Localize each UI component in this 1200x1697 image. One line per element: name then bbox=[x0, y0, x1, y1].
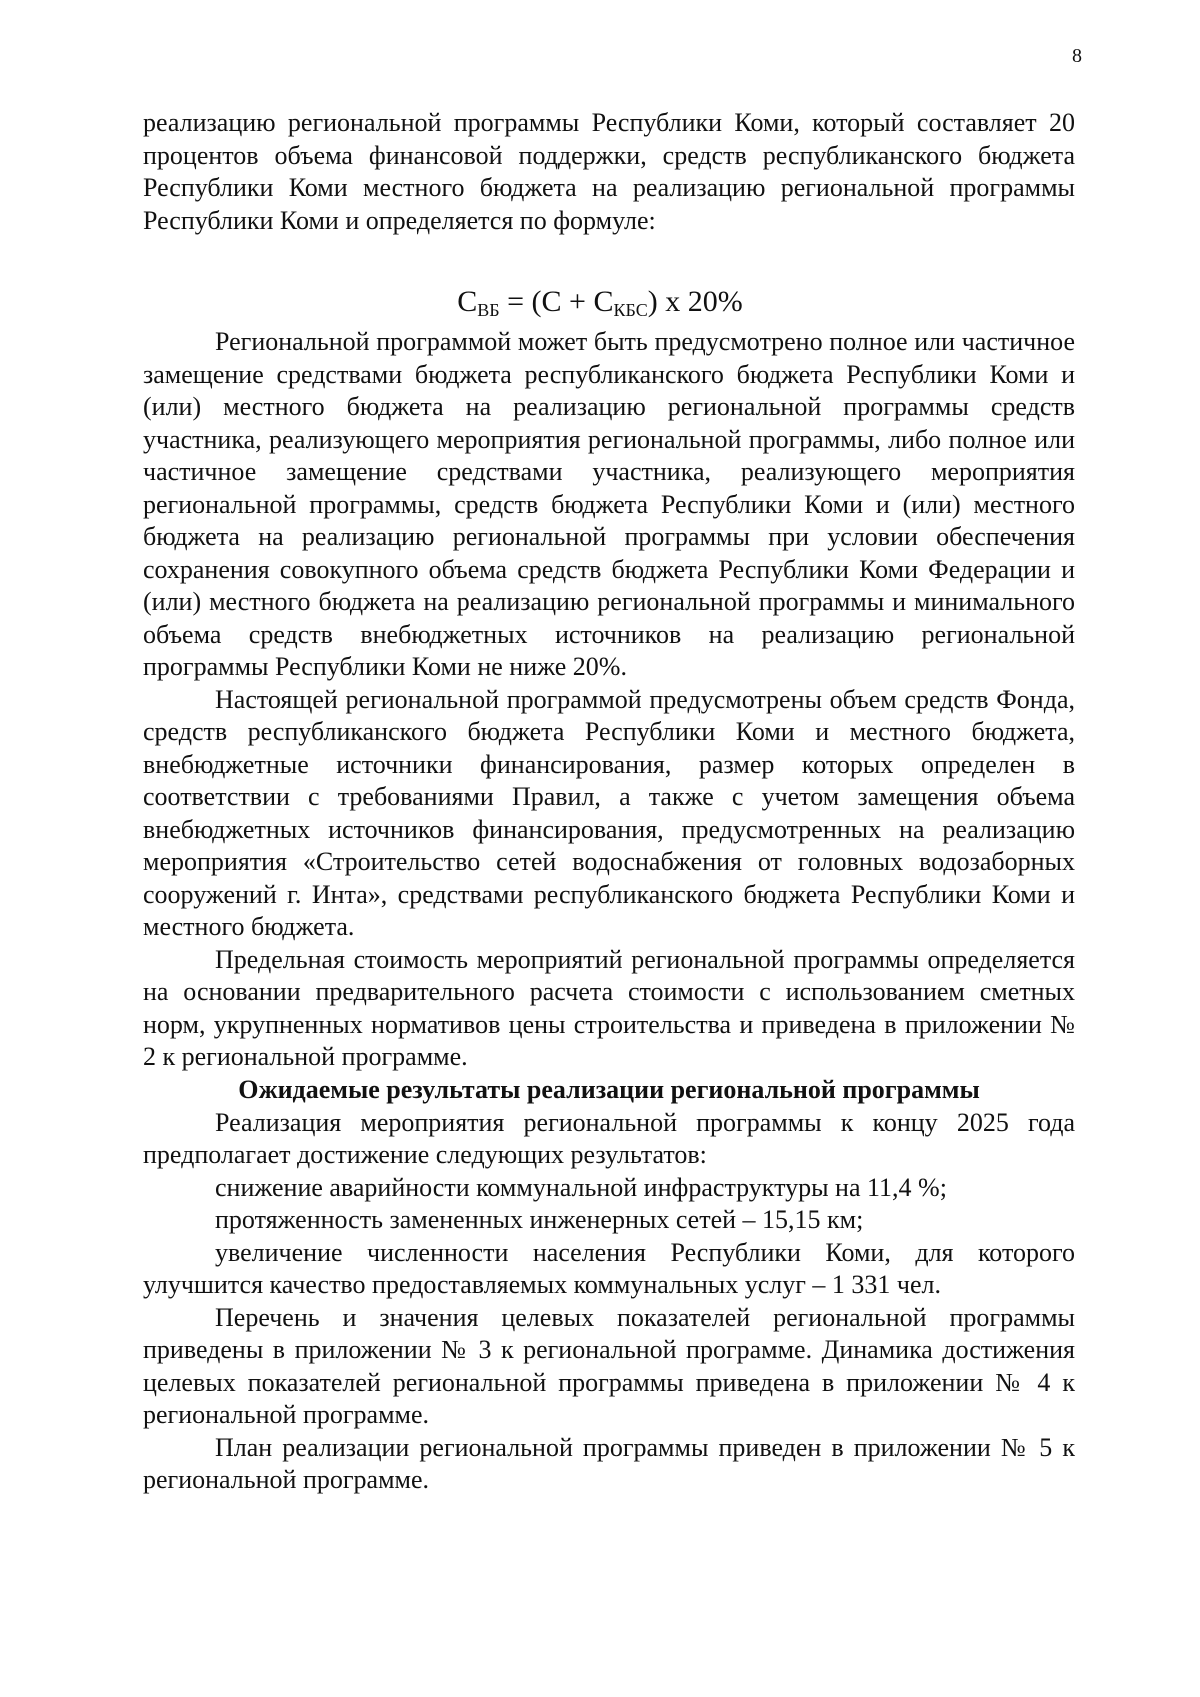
formula-lhs-subscript: ВБ bbox=[477, 300, 500, 320]
paragraph-substitution: Региональной программой может быть предусмотрено полное или частичное замещение средствами бюджета республиканского бюджета Республики Коми и (или) местного бюджета на реализацию региональной программы средств участника, реализующего мероприятия региональной программы, либо полное или частичное замещение средствами участника, реализующего мероприятия региональной программы, средств бюджета Республики Коми и (или) местного бюджета на реализацию региональной программы при условии обеспечения сохранения совокупного объема средств бюджета Республики Коми Федерации и (или) местного бюджета на реализацию региональной программы и минимального объема средств внебюджетных источников на реализацию региональной программы Республики Коми не ниже 20%. bbox=[143, 327, 1075, 681]
formula bbox=[0, 284, 1200, 328]
formula-middle: = (С + С bbox=[499, 285, 614, 318]
paragraph-cost-limit: Предельная стоимость мероприятий региональной программы определяется на основании предварительного расчета стоимости с использованием сметных норм, укрупненных нормативов цены строительства и приведена в приложении № 2 к региональной программе. bbox=[143, 944, 1075, 1071]
intro-block bbox=[143, 107, 1075, 237]
section-heading: Ожидаемые результаты реализации региональной программы bbox=[238, 1075, 980, 1104]
result-item: снижение аварийности коммунальной инфраструктуры на 11,4 %; bbox=[215, 1172, 947, 1202]
result-item: увеличение численности населения Республики Коми, для которого улучшится качество предоставляемых коммунальных услуг – 1 331 чел. bbox=[143, 1237, 1075, 1299]
paragraph-funding-sources: Настоящей региональной программой предусмотрены объем средств Фонда, средств республиканского бюджета Республики Коми и местного бюджета, внебюджетные источники финансирования, размер которых определен в соответствии с требованиями Правил, а также с учетом замещения объема внебюджетных источников финансирования, предусмотренных на реализацию мероприятия «Строительство сетей водоснабжения от головных водозаборных сооружений г. Инта», средствами республиканского бюджета Республики Коми и местного бюджета. bbox=[143, 684, 1075, 941]
formula-end: ) х 20% bbox=[647, 285, 743, 318]
formula-lhs: С bbox=[457, 285, 478, 318]
intro-paragraph: реализацию региональной программы Республики Коми, который составляет 20 процентов объема финансовой поддержки, средств республиканского бюджета Республики Коми местного бюджета на реализацию региональной программы Республики Коми и определяется по формуле: bbox=[143, 108, 1075, 235]
body-block bbox=[143, 326, 1075, 1074]
paragraph-plan: План реализации региональной программы приведен в приложении № 5 к региональной программе. bbox=[143, 1432, 1075, 1494]
results-block bbox=[143, 1074, 1075, 1497]
results-intro: Реализация мероприятия региональной программы к концу 2025 года предполагает достижение следующих результатов: bbox=[143, 1107, 1075, 1169]
paragraph-indicators: Перечень и значения целевых показателей региональной программы приведены в приложении № 3 к региональной программе. Динамика достижения целевых показателей региональной программы приведена в приложении № 4 к региональной программе. bbox=[143, 1302, 1075, 1429]
page-number: 8 bbox=[1072, 45, 1082, 67]
formula-rhs-subscript: КБС bbox=[613, 300, 648, 320]
result-item: протяженность замененных инженерных сетей – 15,15 км; bbox=[215, 1205, 864, 1234]
